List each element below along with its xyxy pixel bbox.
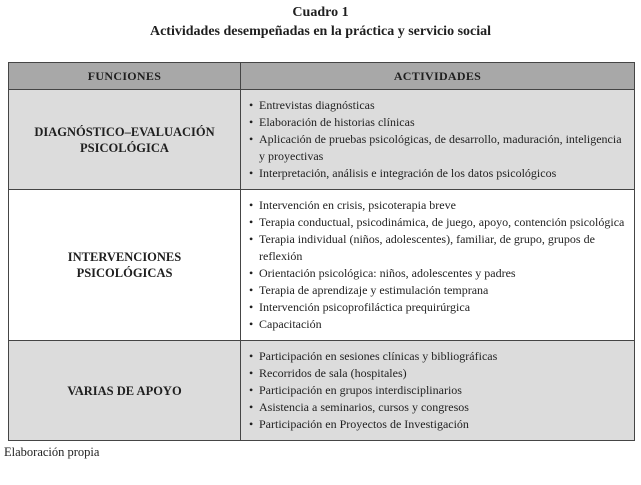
- actividad-item: • Intervención psicoprofiláctica prequirúrgica: [248, 299, 628, 316]
- actividades-list: [248, 97, 628, 182]
- table-caption: [0, 0, 641, 40]
- funcion-cell: INTERVENCIONES PSICOLÓGICAS: [9, 190, 241, 341]
- actividad-item: • Capacitación: [248, 316, 628, 333]
- table-row: [9, 190, 635, 341]
- table-body: [9, 90, 635, 441]
- actividad-item: • Orientación psicológica: niños, adolescentes y padres: [248, 265, 628, 282]
- funcion-cell: VARIAS DE APOYO: [9, 341, 241, 441]
- actividad-item: • Entrevistas diagnósticas: [248, 97, 628, 114]
- actividad-item: • Interpretación, análisis e integración de los datos psicológicos: [248, 165, 628, 182]
- caption-title: Cuadro 1: [292, 5, 349, 20]
- actividad-item: • Asistencia a seminarios, cursos y congresos: [248, 399, 628, 416]
- funcion-cell: DIAGNÓSTICO–EVALUACIÓN PSICOLÓGICA: [9, 90, 241, 190]
- activities-table: [8, 62, 635, 441]
- actividades-cell: [241, 341, 635, 441]
- actividad-item: • Terapia de aprendizaje y estimulación temprana: [248, 282, 628, 299]
- actividad-item: • Aplicación de pruebas psicológicas, de desarrollo, maduración, inteligencia y proyectivas: [248, 131, 628, 165]
- actividad-item: • Recorridos de sala (hospitales): [248, 365, 628, 382]
- actividades-list: [248, 197, 628, 333]
- caption-subtitle: Actividades desempeñadas en la práctica y servicio social: [149, 24, 492, 39]
- actividad-item: • Participación en sesiones clínicas y bibliográficas: [248, 348, 628, 365]
- actividad-item: • Intervención en crisis, psicoterapia breve: [248, 197, 628, 214]
- actividad-item: • Participación en Proyectos de Investigación: [248, 416, 628, 433]
- column-header-actividades: ACTIVIDADES: [241, 63, 635, 90]
- column-header-funciones: FUNCIONES: [9, 63, 241, 90]
- actividad-item: • Terapia conductual, psicodinámica, de juego, apoyo, contención psicológica: [248, 214, 628, 231]
- actividades-cell: [241, 190, 635, 341]
- source-note: Elaboración propia: [4, 445, 100, 459]
- table-header-row: [9, 63, 635, 90]
- table-row: [9, 90, 635, 190]
- actividad-item: • Participación en grupos interdisciplinarios: [248, 382, 628, 399]
- actividades-list: [248, 348, 628, 433]
- actividad-item: • Elaboración de historias clínicas: [248, 114, 628, 131]
- actividad-item: • Terapia individual (niños, adolescentes), familiar, de grupo, grupos de reflexión: [248, 231, 628, 265]
- actividades-cell: [241, 90, 635, 190]
- table-row: [9, 341, 635, 441]
